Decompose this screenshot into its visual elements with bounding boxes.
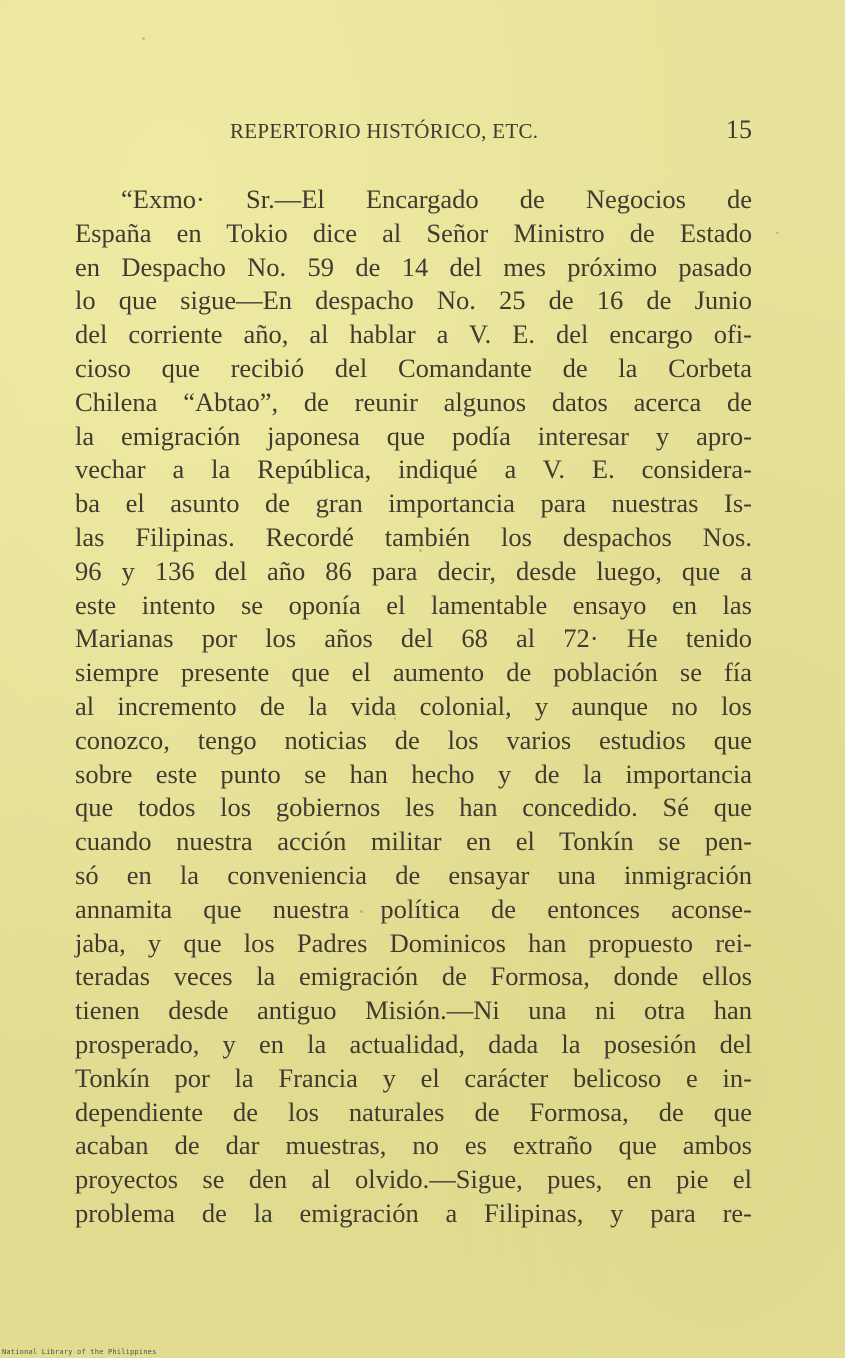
text-line: conozco, tengo noticias de los varios estudios que <box>75 724 752 755</box>
running-head <box>75 115 752 151</box>
page-number: 15 <box>726 115 752 144</box>
text-line: la emigración japonesa que podía interesar y apro- <box>75 420 752 451</box>
text-line: teradas veces la emigración de Formosa, donde ellos <box>75 961 752 992</box>
text-line: España en Tokio dice al Señor Ministro de Estado <box>75 217 752 248</box>
paper-speck <box>776 232 779 234</box>
text-line: 96 y 136 del año 86 para decir, desde luego, que a <box>75 555 752 586</box>
text-line: proyectos se den al olvido.—Sigue, pues, en pie el <box>75 1164 752 1195</box>
text-line: jaba, y que los Padres Dominicos han propuesto rei- <box>75 927 752 958</box>
text-line: que todos los gobiernos les han concedido. Sé que <box>75 792 752 823</box>
body-text <box>75 183 752 1231</box>
text-line: problema de la emigración a Filipinas, y para re- <box>75 1197 752 1228</box>
text-line: “Exmo· Sr.—El Encargado de Negocios de <box>121 184 752 214</box>
text-line: ba el asunto de gran importancia para nuestras Is- <box>75 488 752 519</box>
text-line: annamita que nuestra política de entonces aconse- <box>75 893 752 924</box>
text-line: dependiente de los naturales de Formosa, de que <box>75 1096 752 1127</box>
text-line: siempre presente que el aumento de población se fía <box>75 657 752 688</box>
text-line: Tonkín por la Francia y el carácter belicoso e in- <box>75 1062 752 1093</box>
paper-speck <box>360 910 363 913</box>
text-line: Marianas por los años del 68 al 72· He tenido <box>75 623 752 654</box>
text-line: lo que sigue—En despacho No. 25 de 16 de Junio <box>75 285 752 316</box>
text-line: acaban de dar muestras, no es extraño que ambos <box>75 1130 752 1161</box>
text-line: cuando nuestra acción militar en el Tonkín se pen- <box>75 826 752 857</box>
paper-speck <box>419 549 422 552</box>
text-line: en Despacho No. 59 de 14 del mes próximo pasado <box>75 251 752 282</box>
paper-speck <box>142 37 145 40</box>
text-line: cioso que recibió del Comandante de la Corbeta <box>75 352 752 383</box>
text-line: prosperado, y en la actualidad, dada la posesión del <box>75 1028 752 1059</box>
paper-speck <box>394 717 396 720</box>
running-title: REPERTORIO HISTÓRICO, ETC. <box>230 119 539 143</box>
text-line: las Filipinas. Recordé también los despachos Nos. <box>75 521 752 552</box>
text-line: tienen desde antiguo Misión.—Ni una ni otra han <box>75 995 752 1026</box>
text-line: al incremento de la vida colonial, y aunque no los <box>75 690 752 721</box>
text-line: sobre este punto se han hecho y de la importancia <box>75 758 752 789</box>
text-line: del corriente año, al hablar a V. E. del encargo ofi- <box>75 319 752 350</box>
text-line: vechar a la República, indiqué a V. E. considera- <box>75 454 752 485</box>
footer-credit: National Library of the Philippines <box>2 1348 157 1356</box>
text-line: Chilena “Abtao”, de reunir algunos datos acerca de <box>75 386 752 417</box>
text-line: este intento se oponía el lamentable ensayo en las <box>75 589 752 620</box>
text-line: só en la conveniencia de ensayar una inmigración <box>75 859 752 890</box>
